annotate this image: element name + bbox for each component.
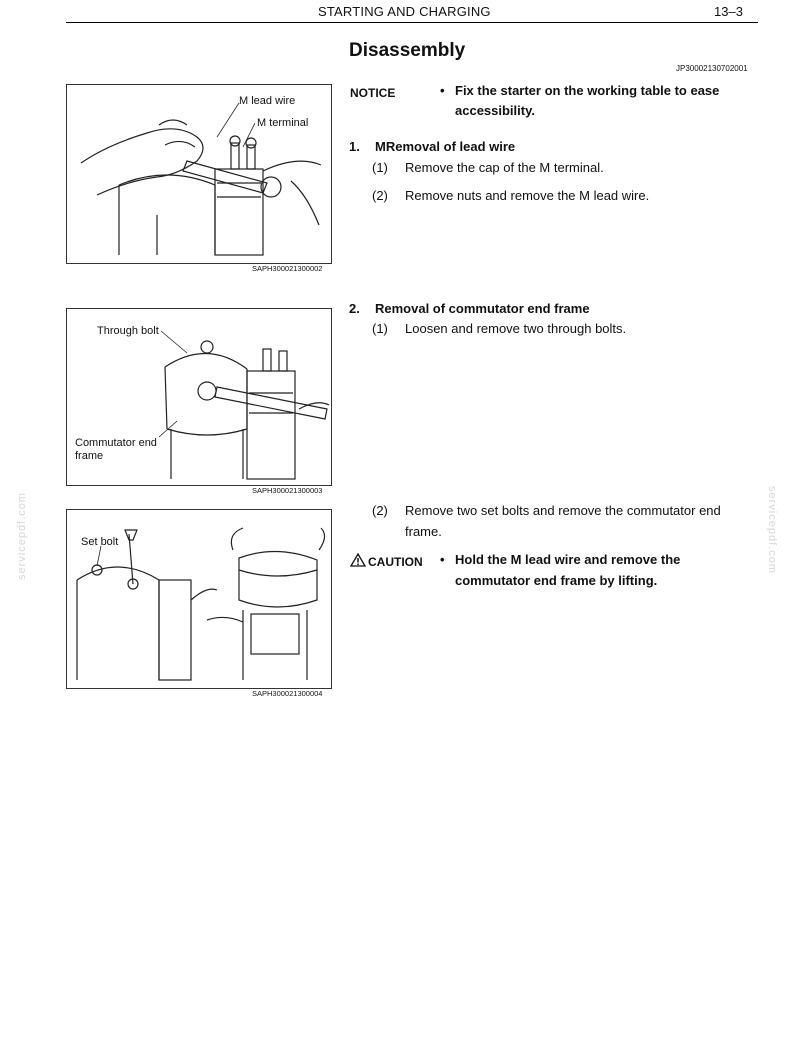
figure-code: SAPH300021300004: [252, 689, 323, 698]
substep-text: Remove the cap of the M terminal.: [405, 160, 604, 175]
warning-triangle-icon: [350, 553, 366, 567]
substep-number: (1): [372, 160, 388, 175]
starter-wrench-illustration: [67, 85, 331, 263]
header-rule: [66, 22, 758, 23]
document-id: JP30002130702001: [676, 64, 748, 73]
substep-text: Remove two set bolts and remove the commutator end: [405, 503, 721, 518]
step-title: MRemoval of lead wire: [375, 139, 516, 154]
substep-text: Remove nuts and remove the M lead wire.: [405, 188, 650, 203]
notice-bullet: •: [440, 83, 445, 98]
notice-text-line-1: Fix the starter on the working table to ease: [455, 83, 720, 98]
label-m-lead-wire: M lead wire: [239, 95, 296, 107]
step-title: Removal of commutator end frame: [375, 301, 590, 316]
substep-number: (1): [372, 321, 388, 336]
label-m-terminal: M terminal: [257, 117, 309, 129]
step-number: 2.: [349, 301, 360, 316]
figure-lead-wire-removal: [66, 84, 332, 264]
label-through-bolt: Through bolt: [97, 325, 159, 337]
section-title: Disassembly: [349, 40, 466, 61]
page-number: 13–3: [714, 4, 743, 19]
caution-bullet: •: [440, 552, 445, 567]
figure-code: SAPH300021300003: [252, 486, 323, 495]
caution-text-line-2: commutator end frame by lifting.: [455, 573, 658, 588]
notice-text-line-2: accessibility.: [455, 103, 535, 118]
step-number: 1.: [349, 139, 360, 154]
label-frame: frame: [75, 450, 104, 462]
running-header-title: STARTING AND CHARGING: [318, 4, 491, 19]
figure-code: SAPH300021300002: [252, 264, 323, 273]
caution-text-line-1: Hold the M lead wire and remove the: [455, 552, 681, 567]
label-commutator-end: Commutator end: [75, 437, 157, 449]
notice-label: NOTICE: [350, 86, 396, 100]
substep-number: (2): [372, 503, 388, 518]
substep-text: Loosen and remove two through bolts.: [405, 321, 627, 336]
substep-number: (2): [372, 188, 388, 203]
watermark-right: servicepdf.com: [766, 486, 778, 574]
figure-set-bolt-removal: [66, 509, 332, 689]
caution-label: CAUTION: [368, 555, 423, 569]
figure-through-bolt-removal: [66, 308, 332, 486]
label-set-bolt: Set bolt: [81, 536, 119, 548]
substep-text: frame.: [405, 524, 442, 539]
watermark-left: servicepdf.com: [16, 492, 28, 580]
